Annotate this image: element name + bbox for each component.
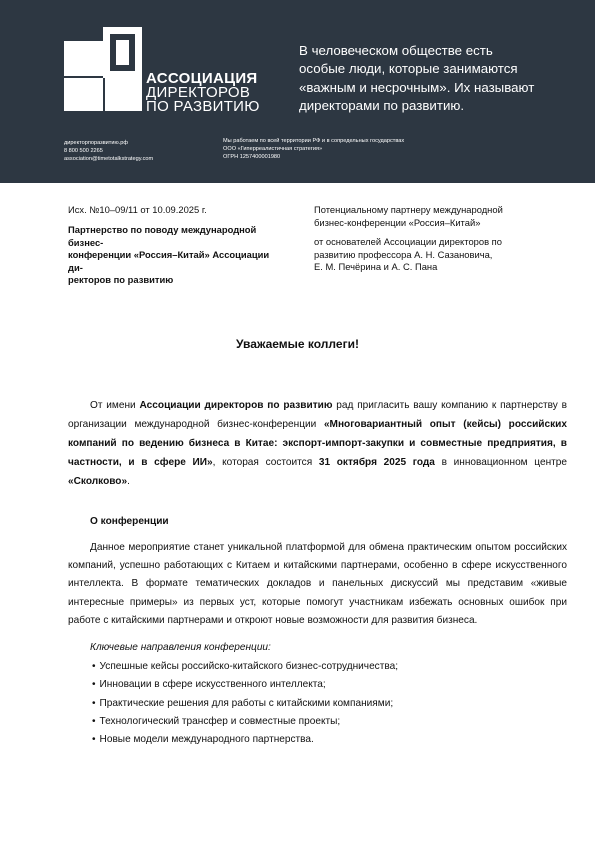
tagline [299, 42, 579, 116]
sender-line: развитию профессора А. Н. Сазановича, [314, 248, 493, 260]
subject-line: Партнерство по поводу международной бизнес- [68, 224, 257, 248]
email-link[interactable]: association@timetotalkstrategy.com [64, 156, 154, 162]
addressee-line: Потенциальному партнеру международной [314, 204, 503, 215]
list-item: • Технологический трансфер и совместные проекты; [92, 713, 398, 731]
intro-text: , которая состоится [212, 457, 319, 468]
intro-text: рад пригласить вашу компанию к партнерству в организации международной бизнес-конференции [68, 400, 568, 430]
addressee-line: бизнес-конференции «Россия–Китай» [314, 216, 481, 228]
contacts [64, 139, 153, 163]
conference-title: «Многовариантный опыт (кейсы) российских компаний по ведению бизнеса в Китае: экспорт-импорт-закупки и совместные предприятия, в частности, и в сфере ИИ» [68, 419, 567, 468]
sender-line: от основателей Ассоциации директоров по [314, 236, 502, 247]
sender [314, 236, 554, 274]
letter-subject [68, 224, 283, 287]
list-item: • Практические решения для работы с китайскими компаниями; [92, 695, 398, 713]
list-item: • Инновации в сфере искусственного интеллекта; [92, 676, 398, 694]
intro-text: От имени [90, 400, 140, 411]
directions-list [92, 658, 398, 749]
outgoing-reference: Исх. №10–09/11 от 10.09.2025 г. [68, 204, 207, 215]
list-item: • Успешные кейсы российско-китайского бизнес-сотрудничества; [92, 658, 398, 676]
legal-line: Мы работаем по всей территории РФ и в сопредельных государствах [223, 138, 405, 144]
tagline-line: «важным и несрочным». Их называют [299, 79, 535, 95]
list-item: • Новые модели международного партнерства. [92, 731, 398, 749]
greeting: Уважаемые коллеги! [236, 337, 359, 351]
conference-date: 31 октября 2025 года [318, 457, 435, 468]
tagline-line: особые люди, которые занимаются [299, 61, 518, 77]
venue: «Сколково» [68, 476, 128, 487]
addressee [314, 204, 554, 229]
association-name: Ассоциации директоров по развитию [139, 400, 333, 411]
brand-line: ДИРЕКТОРОВ [146, 84, 251, 101]
about-paragraph: Данное мероприятие станет уникальной платформой для обмена практическим опытом российских компаний, успешно работающих с Китаем и китайскими партнерами, особенно в сфере искусственного интеллекта. В формате тематических докладов и панельных дискуссий мы представим «живые интересные примеры» из первых уст, которые помогут участникам избежать основных ошибок при работе с китайскими партнерами и откроют новые возможности для развития бизнеса. [68, 542, 567, 626]
about-heading: О конференции [90, 516, 169, 527]
intro-paragraph [68, 396, 567, 491]
subject-line: конференции «Россия–Китай» Ассоциации ди- [68, 249, 270, 273]
letterhead [0, 0, 595, 183]
brand-line: ПО РАЗВИТИЮ [146, 98, 260, 115]
brand-line: АССОЦИАЦИЯ [146, 70, 258, 87]
legal-line: ОГРН 1257400001980 [223, 154, 281, 160]
website-link[interactable]: директорпоразвитию.рф [64, 140, 128, 146]
legal-info [223, 137, 404, 161]
intro-text: в инновационном центре [434, 457, 567, 468]
directions-heading: Ключевые направления конференции: [90, 642, 271, 653]
tagline-line: директорами по развитию. [299, 98, 465, 114]
legal-line: ООО «Гиперреалистичная стратегия» [223, 146, 323, 152]
intro-text: . [127, 476, 130, 487]
phone-number[interactable]: 8 800 500 2265 [64, 148, 103, 154]
brand-name [146, 72, 260, 114]
sender-line: Е. М. Печёрина и А. С. Пана [314, 261, 438, 273]
association-logo-icon [64, 27, 142, 111]
tagline-line: В человеческом обществе есть [299, 43, 493, 58]
subject-line: ректоров по развитию [68, 274, 174, 286]
